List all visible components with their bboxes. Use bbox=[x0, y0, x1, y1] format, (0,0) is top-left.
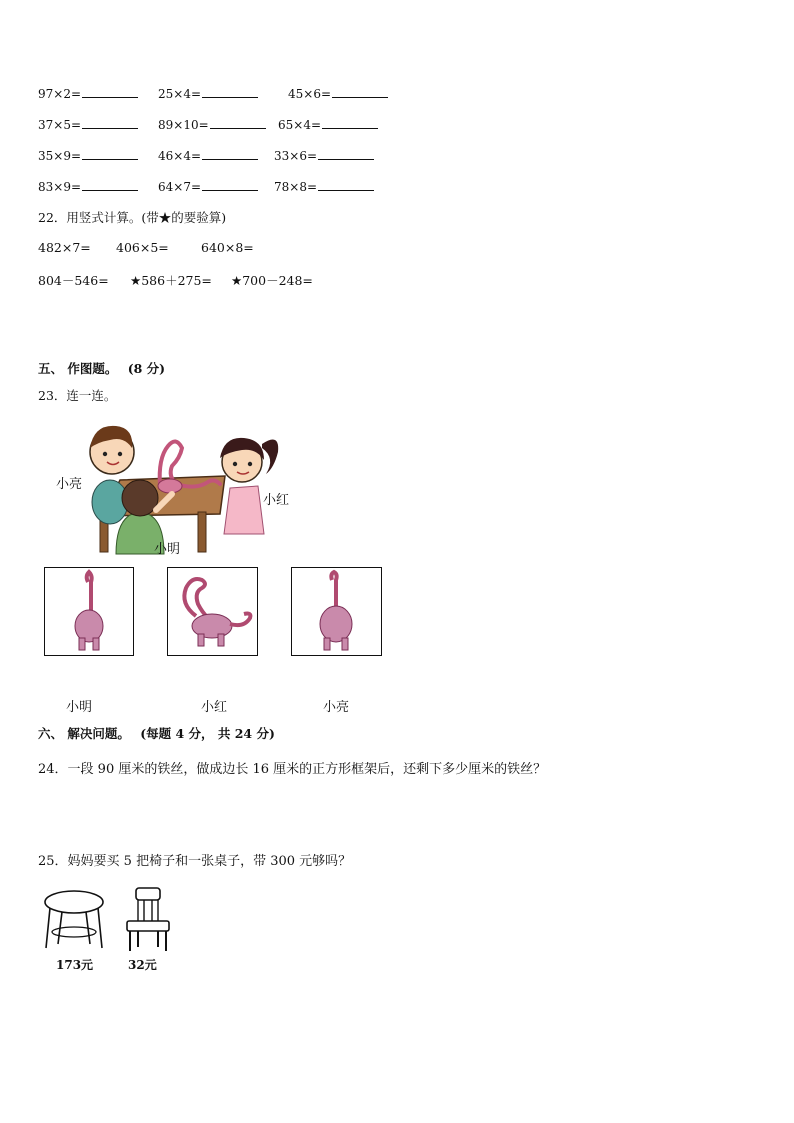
oral-item: 45×6= bbox=[288, 85, 388, 101]
chair-image bbox=[122, 885, 174, 955]
eye-shape bbox=[103, 452, 107, 456]
oral-item: 64×7= bbox=[158, 178, 258, 194]
girl-ponytail-shape bbox=[262, 440, 278, 475]
q22-expr: 482×7= bbox=[38, 240, 91, 255]
dinosaur-body-shape bbox=[75, 610, 103, 642]
table-shelf-shape bbox=[52, 927, 96, 937]
kids-table-scene-illustration bbox=[80, 418, 290, 558]
section-5-heading bbox=[38, 359, 165, 377]
eye-shape bbox=[233, 462, 237, 466]
answer-blank[interactable] bbox=[332, 85, 388, 98]
dinosaur-tail-shape bbox=[230, 614, 250, 626]
dinosaur-neck-shape bbox=[331, 572, 336, 610]
q22-expr: ★586＋275= bbox=[130, 273, 212, 288]
oral-item: 83×9= bbox=[38, 178, 138, 194]
q24-text: 24．一段 90 厘米的铁丝，做成边长 16 厘米的正方形框架后，还剩下多少厘米的铁丝？ bbox=[38, 762, 547, 777]
eye-shape bbox=[118, 452, 122, 456]
answer-label-xiaoming[interactable]: 小明 bbox=[66, 700, 93, 715]
table-top-shape bbox=[45, 891, 103, 913]
answer-label-xiaohong[interactable]: 小红 bbox=[201, 700, 228, 715]
oral-item: 46×4= bbox=[158, 147, 258, 163]
section-5-title: 五、 作图题。 bbox=[38, 361, 118, 376]
dinosaur-leg-shape bbox=[198, 634, 204, 646]
girl-xiaohong-dress bbox=[224, 486, 264, 534]
chair-backrest-shape bbox=[136, 888, 160, 900]
chair-spindles-shape bbox=[138, 900, 158, 921]
answer-label-xiaoliang[interactable]: 小亮 bbox=[323, 700, 350, 715]
oral-item: 25×4= bbox=[158, 85, 258, 101]
section-6-title: 六、 解决问题。 bbox=[38, 726, 130, 741]
section-6-score: (每题 4 分， 共 24 分) bbox=[140, 726, 275, 741]
q23-title: 23．连一连。 bbox=[38, 388, 117, 403]
answer-blank[interactable] bbox=[318, 147, 374, 160]
q22-expr: 804－546= bbox=[38, 273, 109, 288]
dinosaur-front-view-image bbox=[45, 568, 133, 655]
dinosaur-body-shape bbox=[320, 606, 352, 642]
dinosaur-leg-shape bbox=[93, 638, 99, 650]
answer-blank[interactable] bbox=[82, 85, 138, 98]
section-5-score: (8 分) bbox=[127, 361, 166, 376]
oral-item: 65×4= bbox=[278, 116, 378, 132]
table-legs-shape bbox=[46, 908, 102, 948]
dinosaur-neck-shape bbox=[87, 572, 92, 612]
oral-item: 33×6= bbox=[274, 147, 374, 163]
view-box-back[interactable] bbox=[291, 567, 382, 656]
dinosaur-leg-shape bbox=[324, 638, 330, 650]
boy-xiaoming-hair bbox=[122, 480, 158, 516]
table-leg-shape bbox=[198, 512, 206, 552]
round-table-image bbox=[42, 888, 106, 954]
view-box-side[interactable] bbox=[167, 567, 258, 656]
table-price-label: 173元 bbox=[56, 958, 94, 972]
label-xiaoming: 小明 bbox=[154, 542, 181, 557]
answer-blank[interactable] bbox=[202, 147, 258, 160]
answer-blank[interactable] bbox=[202, 85, 258, 98]
chair-seat-shape bbox=[127, 921, 169, 931]
oral-item: 35×9= bbox=[38, 147, 138, 163]
oral-item: 37×5= bbox=[38, 116, 138, 132]
dinosaur-toy-body bbox=[158, 479, 182, 493]
q22-title: 22．用竖式计算。(带★的要验算) bbox=[38, 210, 227, 225]
answer-blank[interactable] bbox=[82, 147, 138, 160]
q22-expr: 406×5= bbox=[116, 240, 169, 255]
answer-blank[interactable] bbox=[202, 178, 258, 191]
label-xiaoliang: 小亮 bbox=[56, 477, 83, 492]
q22-expr: 640×8= bbox=[201, 240, 254, 255]
dinosaur-leg-shape bbox=[79, 638, 85, 650]
answer-blank[interactable] bbox=[82, 116, 138, 129]
q22-expr: ★700－248= bbox=[231, 273, 313, 288]
dinosaur-leg-shape bbox=[218, 634, 224, 646]
oral-item: 78×8= bbox=[274, 178, 374, 194]
dinosaur-side-view-image bbox=[168, 568, 257, 655]
answer-blank[interactable] bbox=[210, 116, 266, 129]
answer-blank[interactable] bbox=[322, 116, 378, 129]
view-box-front[interactable] bbox=[44, 567, 134, 656]
q25-text: 25．妈妈要买 5 把椅子和一张桌子，带 300 元够吗？ bbox=[38, 854, 352, 869]
section-6-heading bbox=[38, 724, 275, 742]
eye-shape bbox=[248, 462, 252, 466]
dinosaur-back-view-image bbox=[292, 568, 381, 655]
oral-item: 97×2= bbox=[38, 85, 138, 101]
label-xiaohong: 小红 bbox=[263, 493, 290, 508]
chair-legs-shape bbox=[130, 931, 166, 951]
dinosaur-neck-shape bbox=[184, 579, 208, 618]
answer-blank[interactable] bbox=[82, 178, 138, 191]
oral-item: 89×10= bbox=[158, 116, 266, 132]
answer-blank[interactable] bbox=[318, 178, 374, 191]
dinosaur-leg-shape bbox=[342, 638, 348, 650]
chair-price-label: 32元 bbox=[128, 958, 157, 972]
